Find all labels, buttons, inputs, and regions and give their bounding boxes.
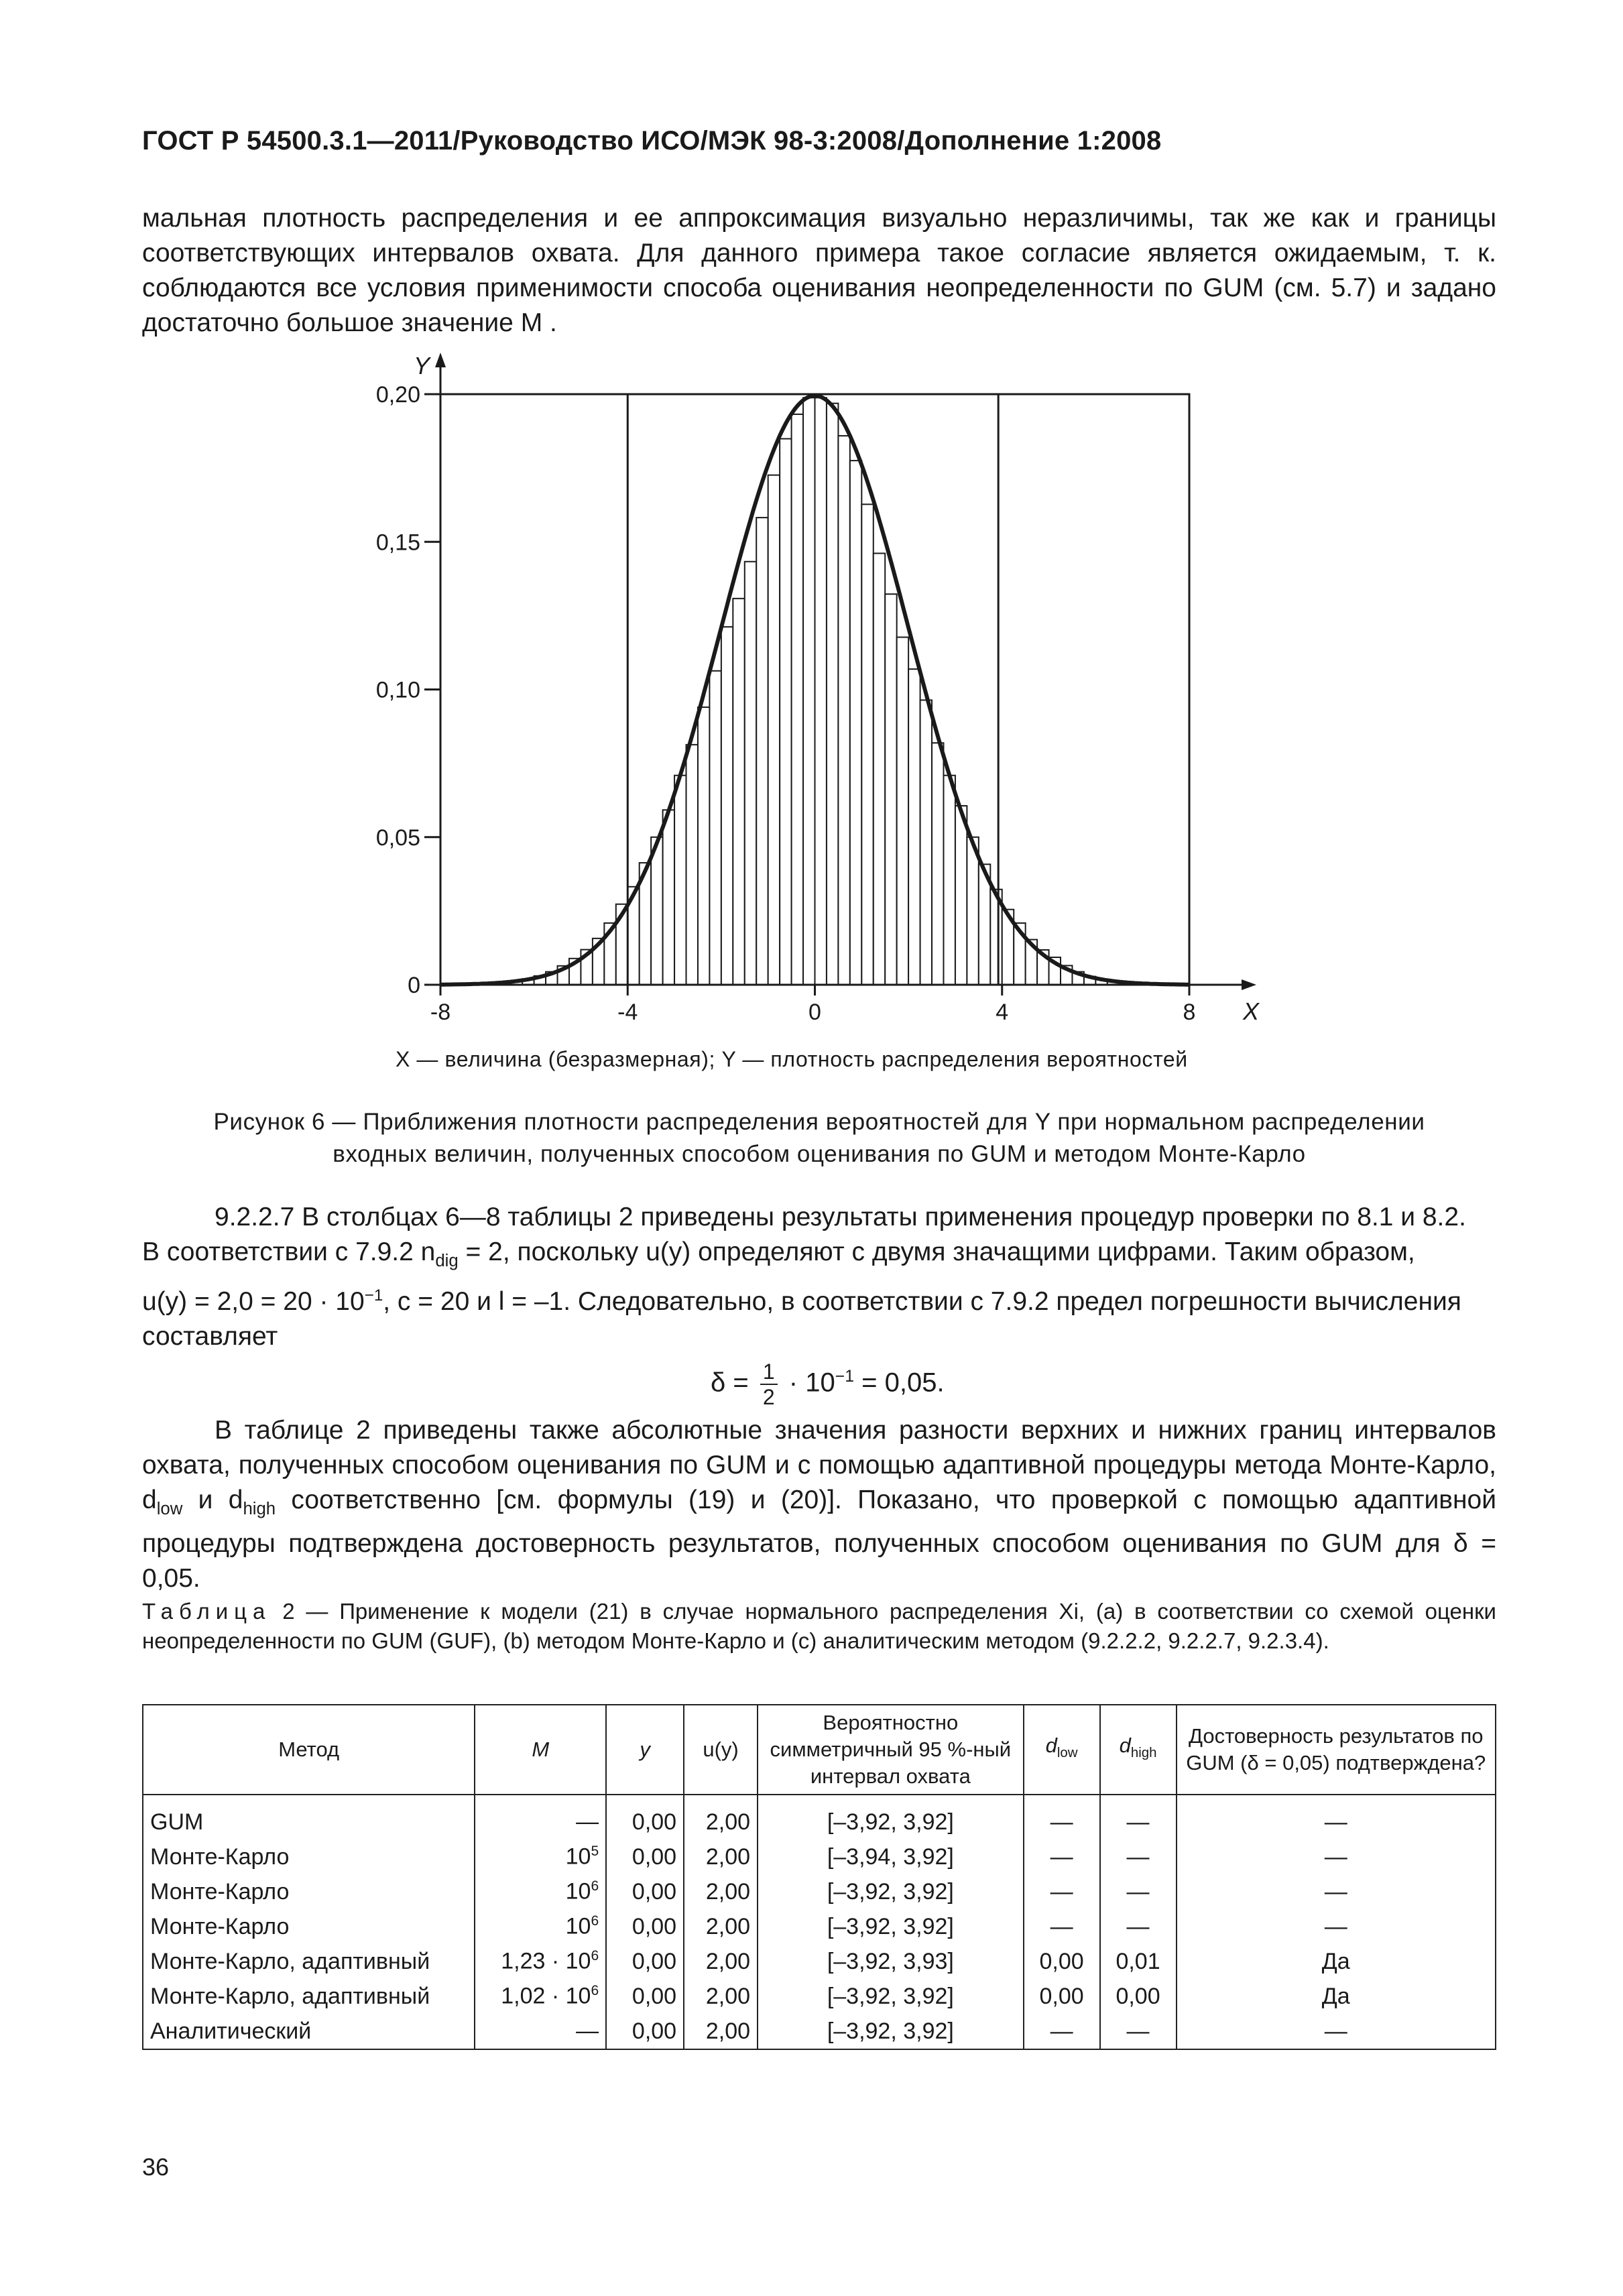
cell-dhigh: — — [1100, 1874, 1177, 1909]
para-table-c: соответственно [см. формулы (19) и (20)]. Показано, что проверкой с помощью адаптивной процедуры подтверждена достоверность результатов, полученных способом оценивания по GUM для δ = 0,05. — [142, 1486, 1496, 1593]
cell-method: Монте-Карло — [143, 1839, 475, 1874]
y-tick-label: 0,05 — [375, 825, 420, 851]
cell-dhigh: 0,01 — [1100, 1944, 1177, 1979]
table-caption-prefix: Таблица — [142, 1599, 272, 1624]
cell-validity: — — [1177, 1805, 1496, 1839]
histogram-bar — [756, 518, 768, 985]
superscript-minus-one: −1 — [364, 1286, 383, 1305]
header-validity: Достоверность результатов по GUM (δ = 0,05) подтверждена? — [1177, 1705, 1496, 1795]
x-tick-label: 4 — [996, 1000, 1009, 1025]
cell-method: Аналитический — [143, 2014, 475, 2049]
para-table-a: В таблице 2 приведены также абсолютные значения разности верхних и нижних границ интервалов охвата, полученных способом оценивания по GUM и с помощью адаптивной процедуры метода Монте-Карло, d — [142, 1416, 1496, 1514]
cell-interval: [–3,92, 3,92] — [758, 1805, 1024, 1839]
cell-y: 0,00 — [606, 1979, 684, 2014]
intro-paragraph: мальная плотность распределения и ее аппроксимация визуально неразличимы, так же как и границы соответствующих интервалов охвата. Для данного примера такое согласие является ожидаемым, т. к. соблюдаются все условия применимости способа оценивания неопределенности по GUM (см. 5.7) и задано достаточно большое значение M . — [142, 204, 1496, 337]
formula-power-base: · 10 — [788, 1368, 835, 1398]
cell-validity: — — [1177, 1839, 1496, 1874]
figure-legend: X — величина (безразмерная); Y — плотность распределения вероятностей — [396, 1047, 1188, 1071]
document-header: ГОСТ Р 54500.3.1—2011/Руководство ИСО/МЭК 98-3:2008/Дополнение 1:2008 — [142, 126, 1162, 156]
histogram-bar — [897, 638, 908, 985]
cell-method: GUM — [143, 1805, 475, 1839]
subscript-high: high — [243, 1499, 276, 1518]
delta-formula — [711, 1360, 945, 1409]
para-line-3a: u(y) = 2,0 = 20 · 10 — [142, 1286, 365, 1316]
x-axis-label: X — [1243, 998, 1260, 1025]
cell-y: 0,00 — [606, 2014, 684, 2049]
cell-dhigh: — — [1100, 1839, 1177, 1874]
figure-caption — [142, 1106, 1496, 1170]
cell-M: $1,23 \cdot 10^6$ — [475, 1944, 606, 1979]
cell-uy: 2,00 — [684, 1944, 758, 1979]
para-line-4: составляет — [142, 1321, 278, 1351]
histogram-bar — [943, 776, 955, 985]
y-axis-arrow — [435, 353, 446, 367]
histogram-bar — [733, 599, 744, 985]
table-row — [143, 2014, 1496, 2049]
histogram-bar — [885, 594, 896, 985]
histogram-bar — [768, 475, 780, 985]
cell-M: $10^6$ — [475, 1874, 606, 1909]
cell-interval: [–3,92, 3,93] — [758, 1944, 1024, 1979]
cell-y: 0,00 — [606, 1805, 684, 1839]
cell-validity: — — [1177, 1909, 1496, 1944]
cell-uy: 2,00 — [684, 1909, 758, 1944]
table-row — [143, 1874, 1496, 1909]
cell-y: 0,00 — [606, 1874, 684, 1909]
histogram-bar — [955, 806, 967, 985]
formula-fraction — [760, 1360, 778, 1409]
histogram-bar — [932, 743, 943, 985]
cell-dhigh: — — [1100, 1909, 1177, 1944]
cell-uy: 2,00 — [684, 1805, 758, 1839]
cell-dhigh: — — [1100, 1805, 1177, 1839]
cell-validity: — — [1177, 1874, 1496, 1909]
histogram-bar — [920, 700, 932, 985]
histogram-bar — [780, 439, 791, 985]
fraction-numerator: 1 — [760, 1360, 778, 1385]
y-tick-label: 0 — [408, 973, 420, 998]
x-tick-label: -8 — [430, 1000, 451, 1025]
header-dlow: $d_{low}$ — [1024, 1705, 1100, 1795]
cell-M: $1,02 \cdot 10^6$ — [475, 1979, 606, 2014]
x-tick-label: -4 — [617, 1000, 638, 1025]
histogram-bar — [874, 553, 885, 985]
histogram-bar — [827, 404, 838, 985]
cell-interval: [–3,94, 3,92] — [758, 1839, 1024, 1874]
cell-method: Монте-Карло — [143, 1909, 475, 1944]
cell-method: Монте-Карло, адаптивный — [143, 1979, 475, 2014]
table-row — [143, 1909, 1496, 1944]
formula-exponent: −1 — [835, 1368, 855, 1386]
cell-interval: [–3,92, 3,92] — [758, 1979, 1024, 2014]
para-line-3b: , c = 20 и l = –1. Следовательно, в соответствии с 7.9.2 предел погрешности вычисления — [383, 1286, 1461, 1316]
table-row — [143, 1839, 1496, 1874]
cell-uy: 2,00 — [684, 2014, 758, 2049]
cell-dlow: — — [1024, 1839, 1100, 1874]
table-row — [143, 1944, 1496, 1979]
cell-M: $10^5$ — [475, 1839, 606, 1874]
cell-validity: — — [1177, 2014, 1496, 2049]
histogram-bar — [850, 461, 861, 985]
table-spacer-row — [143, 1795, 1496, 1805]
histogram-bar — [803, 398, 815, 985]
cell-dlow: — — [1024, 2014, 1100, 2049]
cell-dlow: 0,00 — [1024, 1979, 1100, 2014]
cell-interval: [–3,92, 3,92] — [758, 1874, 1024, 1909]
table-row — [143, 1979, 1496, 2014]
y-axis-label: Y — [414, 352, 430, 379]
cell-y: 0,00 — [606, 1944, 684, 1979]
histogram-chart — [0, 0, 1623, 1046]
fraction-denominator: 2 — [762, 1385, 775, 1409]
histogram-bar — [861, 504, 873, 985]
cell-M: — — [475, 2014, 606, 2049]
cell-uy: 2,00 — [684, 1979, 758, 2014]
cell-method: Монте-Карло — [143, 1874, 475, 1909]
x-tick-label: 0 — [808, 1000, 821, 1025]
histogram-bar — [838, 436, 849, 985]
histogram-bar — [709, 671, 721, 985]
header-uy: u(y) — [684, 1705, 758, 1795]
paragraph-9-2-2-7 — [142, 1200, 1496, 1354]
cell-interval: [–3,92, 3,92] — [758, 1909, 1024, 1944]
para-line-1: 9.2.2.7 В столбцах 6—8 таблицы 2 приведены результаты применения процедур проверки по 8.1 и 8.2. — [215, 1203, 1466, 1231]
header-M: M — [475, 1705, 606, 1795]
histogram-bar — [815, 398, 827, 985]
cell-interval: [–3,92, 3,92] — [758, 2014, 1024, 2049]
histogram-bar — [686, 745, 698, 985]
histogram-bar — [967, 837, 978, 985]
histogram-bar — [908, 669, 920, 985]
cell-dlow: — — [1024, 1909, 1100, 1944]
figure-caption-line-1: Рисунок 6 — Приближения плотности распределения вероятностей для Y при нормальном распределении — [213, 1109, 1425, 1135]
formula-lhs: δ = — [711, 1368, 749, 1398]
para-table-b: и d — [182, 1486, 243, 1514]
histogram-bars — [511, 398, 1120, 985]
para-line-2a: В соответствии с 7.9.2 n — [142, 1237, 436, 1266]
cell-M: — — [475, 1805, 606, 1839]
figure-caption-line-2: входных величин, полученных способом оценивания по GUM и методом Монте-Карло — [333, 1141, 1306, 1167]
paragraph-table-intro — [142, 1413, 1496, 1596]
cell-dhigh: 0,00 — [1100, 1979, 1177, 2014]
cell-y: 0,00 — [606, 1839, 684, 1874]
cell-dlow: 0,00 — [1024, 1944, 1100, 1979]
cell-validity: Да — [1177, 1979, 1496, 2014]
results-table — [142, 1704, 1496, 2050]
table-row — [143, 1805, 1496, 1839]
subscript-low: low — [156, 1499, 183, 1518]
cell-dlow: — — [1024, 1805, 1100, 1839]
cell-method: Монте-Карло, адаптивный — [143, 1944, 475, 1979]
table-caption-text: 2 — Применение к модели (21) в случае нормального распределения Xi, (a) в соответствии со схемой оценки неопределенности по GUM (GUF), (b) методом Монте-Карло и (c) аналитическим методом (9.2.2.2, 9.2.2.7, 9.2.3.4). — [142, 1599, 1496, 1653]
cell-M: $10^6$ — [475, 1909, 606, 1944]
header-y: y — [606, 1705, 684, 1795]
x-tick-label: 8 — [1183, 1000, 1196, 1025]
page-number: 36 — [142, 2153, 170, 2181]
para-line-2b: = 2, поскольку u(y) определяют с двумя значащими цифрами. Таким образом, — [458, 1237, 1415, 1266]
histogram-bar — [698, 707, 709, 985]
table-header-row — [143, 1705, 1496, 1795]
histogram-bar — [651, 837, 662, 985]
x-axis-arrow — [1242, 979, 1256, 990]
histogram-bar — [792, 414, 803, 985]
y-tick-label: 0,20 — [375, 382, 420, 408]
table-caption — [142, 1597, 1496, 1656]
cell-dhigh: — — [1100, 2014, 1177, 2049]
histogram-bar — [663, 810, 674, 985]
header-method: Метод — [143, 1705, 475, 1795]
header-interval: Вероятностно симметричный 95 %-ный интервал охвата — [758, 1705, 1024, 1795]
y-tick-label: 0,10 — [375, 677, 420, 703]
cell-y: 0,00 — [606, 1909, 684, 1944]
cell-validity: Да — [1177, 1944, 1496, 1979]
formula-result: = 0,05. — [854, 1368, 945, 1398]
cell-dlow: — — [1024, 1874, 1100, 1909]
histogram-bar — [745, 562, 756, 985]
cell-uy: 2,00 — [684, 1839, 758, 1874]
header-dhigh: $d_{high}$ — [1100, 1705, 1177, 1795]
histogram-bar — [721, 627, 733, 985]
subscript-dig: dig — [435, 1251, 459, 1270]
histogram-bar — [674, 776, 686, 985]
cell-uy: 2,00 — [684, 1874, 758, 1909]
y-tick-label: 0,15 — [375, 530, 420, 556]
